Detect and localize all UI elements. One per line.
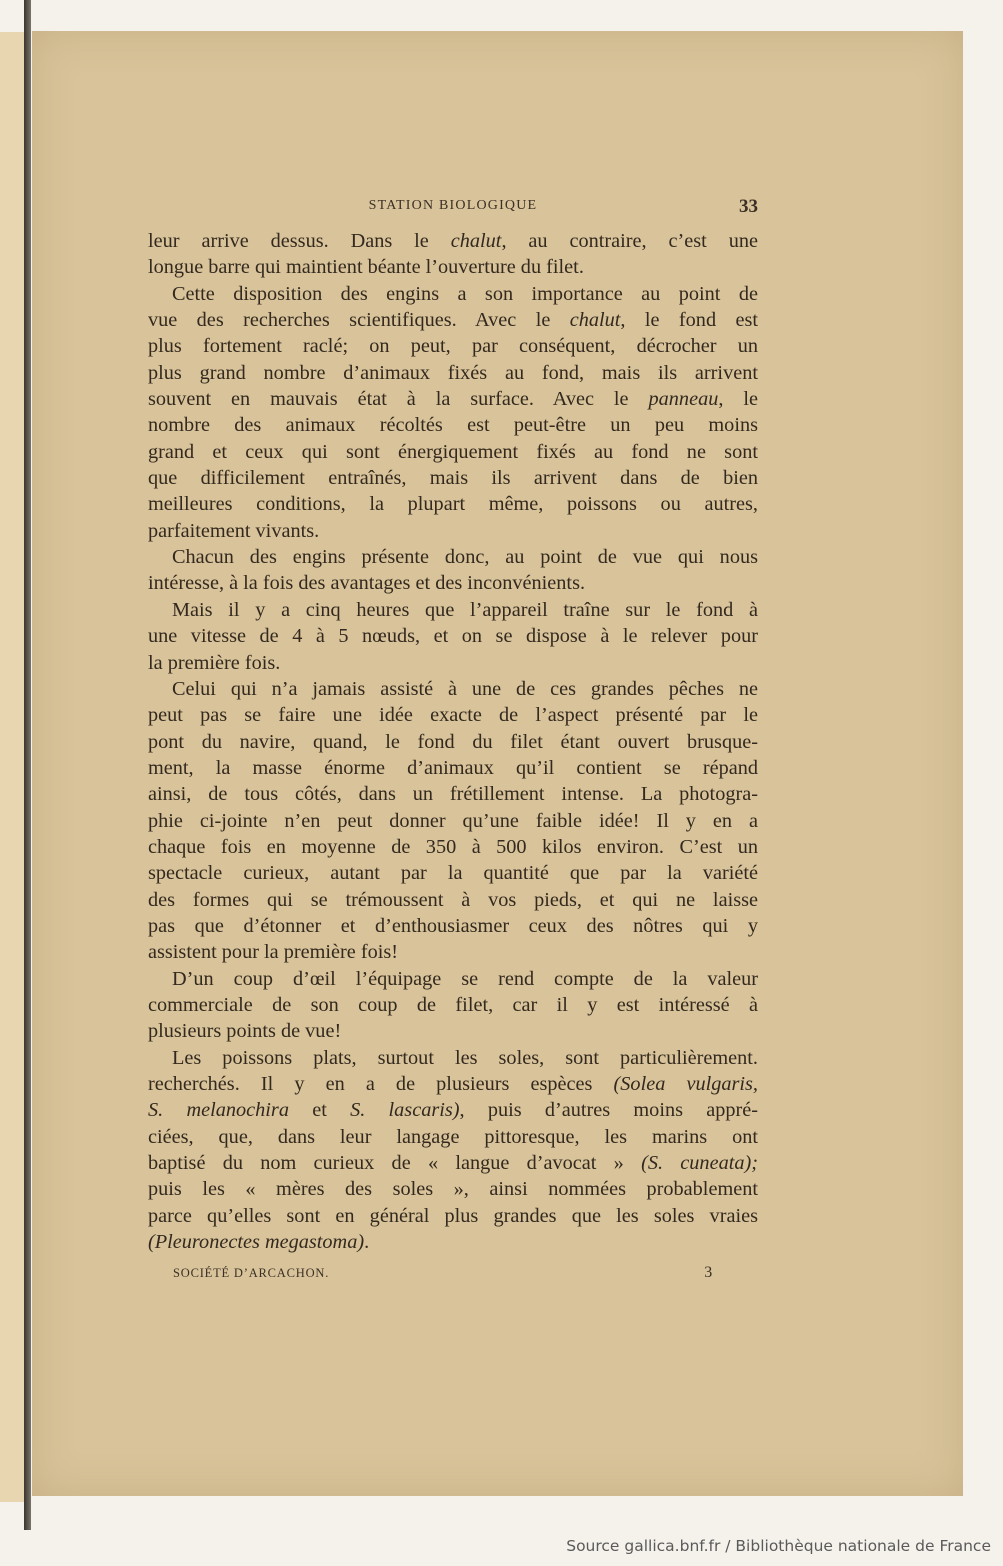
text-line: parfaitement vivants.: [148, 519, 320, 542]
text-line: meilleures conditions, la plupart même, poissons ou autres,: [148, 493, 758, 516]
page-number: 33: [739, 196, 758, 217]
text-line: Cette disposition des engins a son importance au point de: [172, 282, 758, 305]
text-line: pas que d’étonner et d’enthousiasmer ceux des nôtres qui y: [148, 914, 758, 937]
text-line: grand et ceux qui sont énergiquement fixés au fond ne sont: [148, 440, 758, 463]
text-line: parce qu’elles sont en général plus grandes que les soles vraies: [148, 1204, 758, 1227]
text-line: intéresse, à la fois des avantages et des inconvénients.: [148, 572, 586, 595]
signature-footer: [173, 1266, 713, 1281]
text-line: que difficilement entraînés, mais ils arrivent dans de bien: [148, 467, 758, 490]
text-line: leur arrive dessus. Dans le chalut, au contraire, c’est une: [148, 230, 758, 252]
text-line: souvent en mauvais état à la surface. Avec le panneau, le: [148, 388, 758, 411]
text-line: longue barre qui maintient béante l’ouverture du filet.: [148, 256, 584, 279]
text-line: Les poissons plats, surtout les soles, sont particulièrement.: [172, 1046, 758, 1069]
text-line: phie ci-jointe n’en peut donner qu’une faible idée! Il y en a: [148, 809, 758, 832]
text-line: des formes qui se trémoussent à vos pieds, et qui ne laisse: [148, 888, 758, 911]
text-line: assistent pour la première fois!: [148, 941, 399, 964]
text-line: plus grand nombre d’animaux fixés au fond, mais ils arrivent: [148, 361, 758, 384]
text-line: Mais il y a cinq heures que l’appareil traîne sur le fond à: [172, 598, 758, 621]
signature-left: SOCIÉTÉ D’ARCACHON.: [173, 1266, 330, 1280]
text-line: pont du navire, quand, le fond du filet étant ouvert brusque-: [148, 730, 758, 753]
text-line: D’un coup d’œil l’équipage se rend compte de la valeur: [172, 967, 758, 990]
text-line: vue des recherches scientifiques. Avec le chalut, le fond est: [148, 309, 758, 332]
text-line: peut pas se faire une idée exacte de l’aspect présenté par le: [148, 704, 758, 727]
text-line: une vitesse de 4 à 5 nœuds, et on se dispose à le relever pour: [148, 625, 758, 648]
adjacent-page-edge: [0, 32, 25, 1502]
text-line: (Pleuronectes megastoma).: [148, 1231, 370, 1254]
text-line: ment, la masse énorme d’animaux qu’il contient se répand: [148, 756, 758, 779]
text-line: recherchés. Il y en a de plusieurs espèces (Solea vulgaris,: [148, 1073, 758, 1095]
text-line: puis les « mères des soles », ainsi nommées probablement: [148, 1178, 758, 1201]
body-text: [148, 228, 758, 1255]
text-line: S. melanochira et S. lascaris), puis d’autres moins appré-: [148, 1099, 759, 1122]
text-line: chaque fois en moyenne de 350 à 500 kilos environ. C’est un: [148, 835, 758, 858]
text-line: baptisé du nom curieux de « langue d’avocat » (S. cuneata);: [148, 1152, 758, 1175]
book-spine: [24, 0, 31, 1530]
text-line: ciées, que, dans leur langage pittoresque, les marins ont: [148, 1125, 758, 1148]
text-line: commerciale de son coup de filet, car il y est intéressé à: [148, 993, 758, 1016]
text-line: nombre des animaux récoltés est peut-être un peu moins: [148, 414, 758, 437]
text-line: plusieurs points de vue!: [148, 1020, 342, 1043]
text-line: Chacun des engins présente donc, au point de vue qui nous: [172, 546, 758, 569]
text-line: ainsi, de tous côtés, dans un frétillement intense. La photogra-: [148, 783, 758, 806]
source-caption: Source gallica.bnf.fr / Bibliothèque nationale de France: [566, 1537, 991, 1555]
signature-mark: 3: [704, 1264, 713, 1281]
running-head-title: STATION BIOLOGIQUE: [368, 198, 538, 213]
text-line: spectacle curieux, autant par la quantité que par la variété: [148, 862, 758, 885]
running-head: [148, 196, 758, 218]
text-line: plus fortement raclé; on peut, par conséquent, décrocher un: [148, 335, 758, 358]
text-line: Celui qui n’a jamais assisté à une de ces grandes pêches ne: [172, 677, 758, 700]
text-line: la première fois.: [148, 651, 281, 674]
